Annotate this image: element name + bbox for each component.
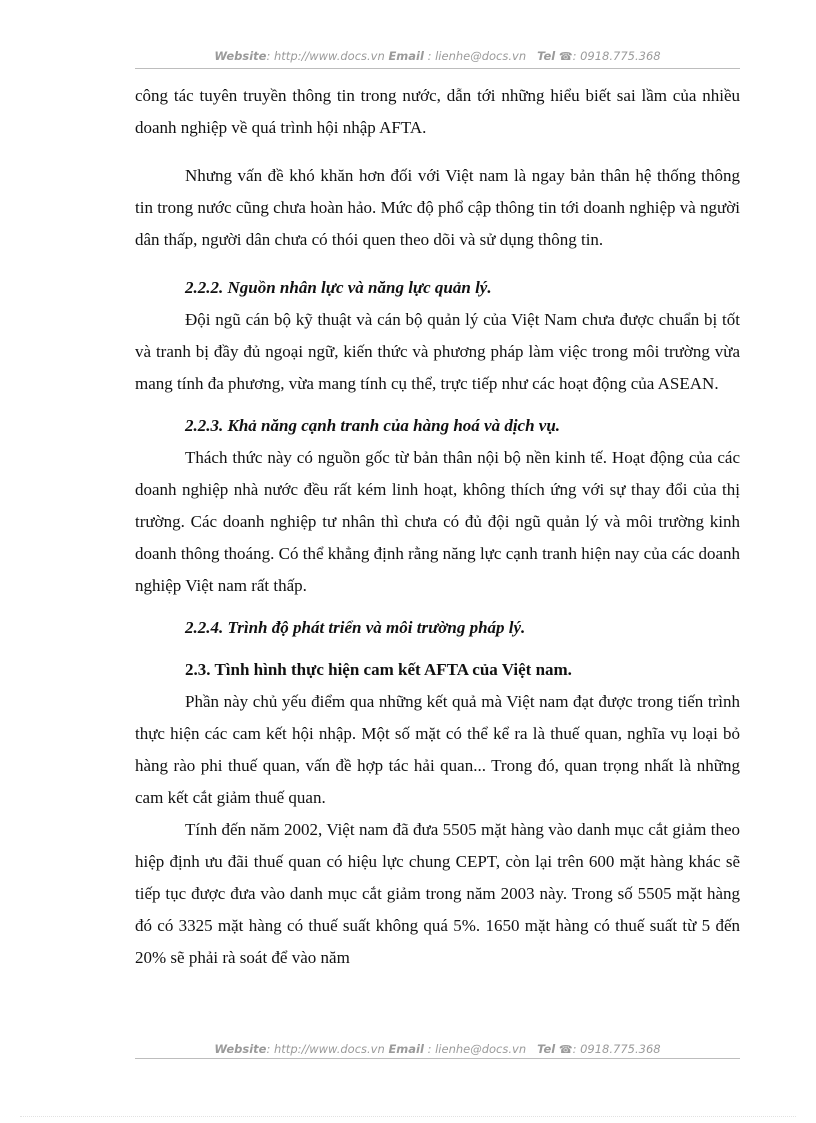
footer-tel-value: : 0918.775.368 <box>572 1042 661 1056</box>
heading-2-2-3: 2.2.3. Khả năng cạnh tranh của hàng hoá và dịch vụ. <box>185 416 561 435</box>
telephone-icon: ☎ <box>558 1043 573 1056</box>
paragraph-2: Nhưng vấn đề khó khăn hơn đối với Việt nam là ngay bản thân hệ thống thông tin trong nước cũng chưa hoàn hảo. Mức độ phổ cập thông tin tới doanh nghiệp và người dân thấp, người dân chưa có thói quen theo dõi và sử dụng thông tin. <box>135 166 740 249</box>
header-email-label: Email <box>388 49 424 63</box>
document-body <box>135 80 740 974</box>
footer-tel-label: Tel <box>537 1042 556 1056</box>
telephone-icon: ☎ <box>558 50 573 63</box>
footer-divider <box>135 1058 740 1059</box>
paragraph-6: Tính đến năm 2002, Việt nam đã đưa 5505 mặt hàng vào danh mục cắt giảm theo hiệp định ưu đãi thuế quan có hiệu lực chung CEPT, còn lại trên 600 mặt hàng khác sẽ tiếp tục được đưa vào danh mục cắt giảm trong năm 2003 này. Trong số 5505 mặt hàng đó có 3325 mặt hàng có thuế suất không quá 5%. 1650 mặt hàng có thuế suất từ 5 đến 20% sẽ phải rà soát để vào năm <box>135 820 740 967</box>
footer-website-value: : http://www.docs.vn <box>266 1042 385 1056</box>
paragraph-1: công tác tuyên truyền thông tin trong nước, dẫn tới những hiểu biết sai lầm của nhiều doanh nghiệp về quá trình hội nhập AFTA. <box>135 86 740 137</box>
header-website-value: : http://www.docs.vn <box>266 49 385 63</box>
paragraph-3: Đội ngũ cán bộ kỹ thuật và cán bộ quản lý của Việt Nam chưa được chuẩn bị tốt và tranh bị đầy đủ ngoại ngữ, kiến thức và phương pháp làm việc trong môi trường vừa mang tính đa phương, vừa mang tính cụ thể, trực tiếp như các hoạt động của ASEAN. <box>135 310 740 393</box>
page-header <box>135 49 740 63</box>
footer-email-value: : lienhe@docs.vn <box>427 1042 527 1056</box>
page-bottom-border <box>20 1116 796 1117</box>
footer-website-label: Website <box>214 1042 267 1056</box>
paragraph-4: Thách thức này có nguồn gốc từ bản thân nội bộ nền kinh tế. Hoạt động của các doanh nghiệp nhà nước đều rất kém linh hoạt, không thích ứng với sự thay đổi của thị trường. Các doanh nghiệp tư nhân thì chưa có đủ đội ngũ quản lý và môi trường kinh doanh thông thoáng. Có thể khẳng định rằng năng lực cạnh tranh hiện nay của các doanh nghiệp Việt nam rất thấp. <box>135 448 740 595</box>
heading-2-2-2: 2.2.2. Nguồn nhân lực và năng lực quản lý. <box>185 278 492 297</box>
paragraph-5: Phần này chủ yếu điểm qua những kết quả mà Việt nam đạt được trong tiến trình thực hiện các cam kết hội nhập. Một số mặt có thể kể ra là thuế quan, nghĩa vụ loại bỏ hàng rào phi thuế quan, vấn đề hợp tác hải quan... Trong đó, quan trọng nhất là những cam kết cắt giảm thuế quan. <box>135 692 740 807</box>
header-tel-value: : 0918.775.368 <box>572 49 661 63</box>
heading-2-3: 2.3. Tình hình thực hiện cam kết AFTA của Việt nam. <box>185 660 572 679</box>
footer-email-label: Email <box>388 1042 424 1056</box>
header-website-label: Website <box>214 49 267 63</box>
header-tel-label: Tel <box>537 49 556 63</box>
page-footer <box>135 1042 740 1056</box>
header-divider <box>135 68 740 69</box>
heading-2-2-4: 2.2.4. Trình độ phát triển và môi trường pháp lý. <box>185 618 526 637</box>
header-email-value: : lienhe@docs.vn <box>427 49 527 63</box>
